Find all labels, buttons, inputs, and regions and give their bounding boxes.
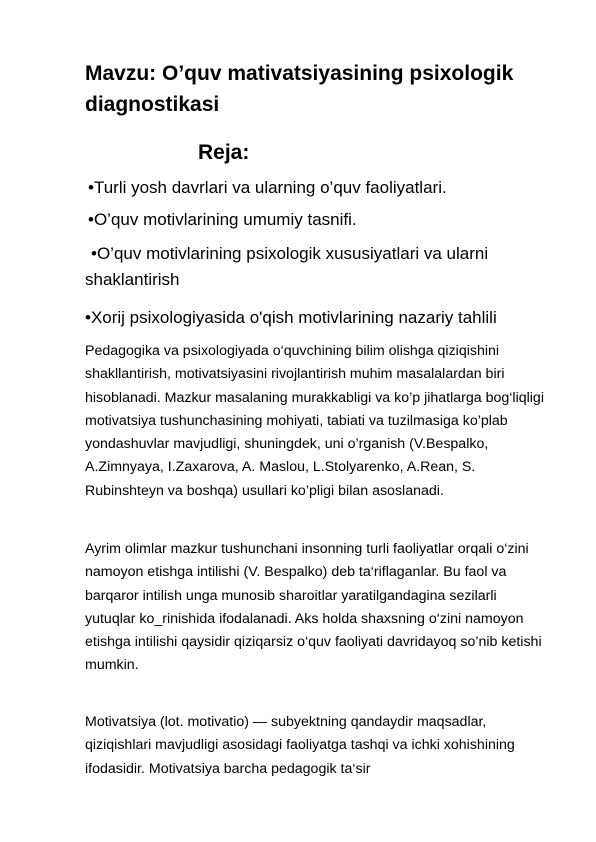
plan-item	[88, 207, 357, 233]
plan-item-text: Xorij psixologiyasida o'qish motivlarining nazariy tahlili	[90, 308, 497, 327]
plan-item-text: Turli yosh davrlari va ularning o’quv faoliyatlari.	[93, 178, 447, 197]
plan-item-text: O’quv motivlarining umumiy tasnifi.	[93, 210, 357, 229]
bullet-icon: •	[88, 178, 94, 197]
document-title: Mavzu: O’quv mativatsiyasining psixologik diagnostikasi	[85, 62, 514, 116]
plan-item	[85, 241, 535, 293]
paragraph: Motivatsiya (lot. motivatio) — subyektning qandaydir maqsadlar, qiziqishlari mavjudligi asosidagi faoliyatga tashqi va ichki xohishining ifodasidir. Motivatsiya barcha pedagogik ta‘sir	[85, 714, 515, 777]
paragraph: Pedagogika va psixologiyada o‘quvchining bilim olishga qiziqishini shakllantirish, motivatsiyasini rivojlantirish muhim masalalardan biri hisoblanadi. Mazkur masalaning murakkabligi va ko’p jihatlarga bog‘liqligi motivatsiya tushunchasining mohiyati, tabiati va tuzilmasiga ko’plab yondashuvlar mavjudligi, shuningdek, uni o’rganish (V.Bespalko, A.Zimnyaya, I.Zaxarova, A. Maslou, L.Stolyarenko, A.Rean, S. Rubinshteyn va boshqa) usullari ko’pligi bilan asoslanadi.	[85, 343, 544, 499]
plan-heading: Reja:	[198, 141, 250, 164]
bullet-icon: •	[88, 210, 94, 229]
paragraph: Ayrim olimlar mazkur tushunchani insonning turli faoliyatlar orqali o‘zini namoyon etishga intilishi (V. Bespalko) deb ta‘riflaganlar. Bu faol va barqaror intilish unga munosib sharoitlar yaratilgandagina sezilarli yutuqlar ko_rinishida ifodalanadi. Aks holda shaxsning o‘zini namoyon etishga intilishi qaysidir qiziqarsiz o‘quv faoliyati davridayoq so’nib ketishi mumkin.	[85, 541, 542, 674]
plan-item	[85, 305, 497, 331]
plan-item-text: O’quv motivlarining psixologik xususiyatlari va ularni shaklantirish	[85, 244, 489, 289]
bullet-icon: •	[85, 308, 91, 327]
bullet-icon: •	[91, 244, 97, 263]
plan-item	[88, 175, 447, 201]
